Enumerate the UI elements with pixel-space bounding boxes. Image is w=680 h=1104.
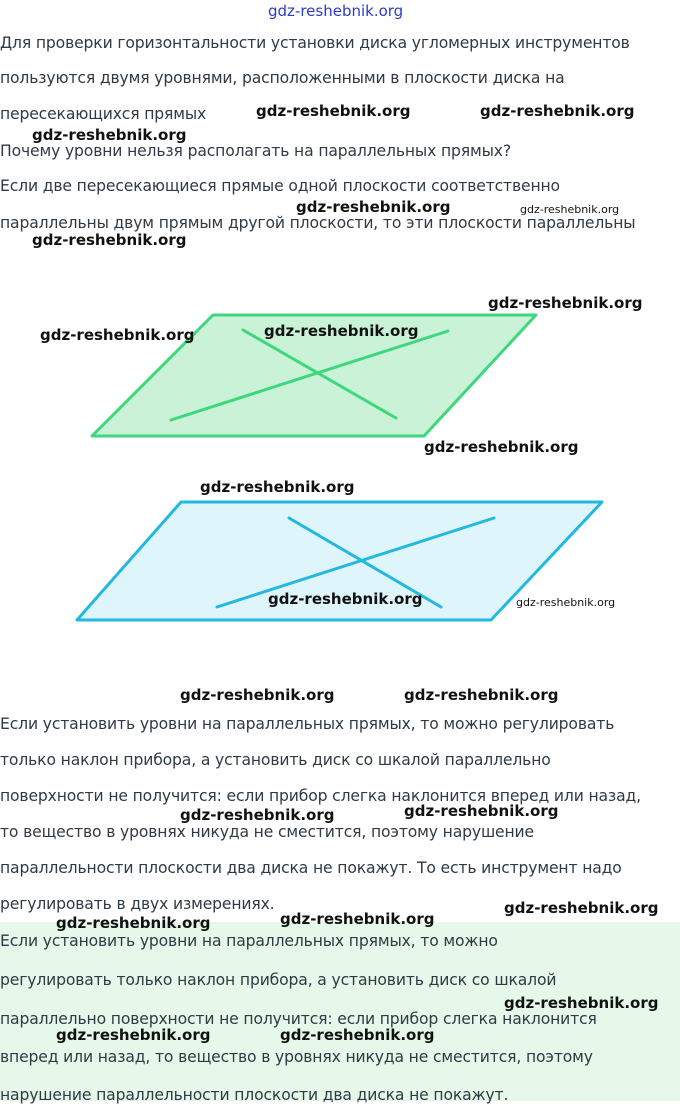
header-watermark: gdz-reshebnik.org: [268, 2, 404, 20]
watermark: gdz-reshebnik.org: [56, 914, 211, 932]
answer-line: нарушение параллельности плоскости два диска не покажут.: [0, 1086, 509, 1104]
task-line: Для проверки горизонтальности установки диска угломерных инструментов: [0, 34, 630, 52]
explanation-line: параллельности плоскости два диска не покажут. То есть инструмент надо: [0, 859, 622, 877]
watermark: gdz-reshebnik.org: [256, 102, 411, 120]
watermark: gdz-reshebnik.org: [404, 802, 559, 820]
watermark: gdz-reshebnik.org: [280, 1026, 435, 1044]
task-hint-line: Если две пересекающиеся прямые одной плоскости соответственно: [0, 177, 560, 195]
watermark: gdz-reshebnik.org: [180, 686, 335, 704]
watermark: gdz-reshebnik.org: [480, 102, 635, 120]
watermark: gdz-reshebnik.org: [268, 590, 423, 608]
watermark: gdz-reshebnik.org: [40, 326, 195, 344]
task-line: пересекающихся прямых: [0, 105, 207, 123]
watermark: gdz-reshebnik.org: [280, 910, 435, 928]
answer-line: вперед или назад, то вещество в уровнях никуда не сместится, поэтому: [0, 1048, 593, 1066]
answer-line: параллельно поверхности не получится: если прибор слегка наклонится: [0, 1010, 597, 1028]
explanation-line: Если установить уровни на параллельных прямых, то можно регулировать: [0, 715, 615, 733]
watermark: gdz-reshebnik.org: [32, 126, 187, 144]
answer-line: Если установить уровни на параллельных прямых, то можно: [0, 932, 498, 950]
explanation-line: то вещество в уровнях никуда не сместится, поэтому нарушение: [0, 823, 534, 841]
explanation-line: поверхности не получится: если прибор слегка наклонится вперед или назад,: [0, 787, 641, 805]
explanation-line: только наклон прибора, а установить диск со шкалой параллельно: [0, 751, 551, 769]
task-hint-line: параллельны двум прямым другой плоскости, то эти плоскости параллельны: [0, 214, 636, 232]
watermark: gdz-reshebnik.org: [296, 198, 451, 216]
watermark: gdz-reshebnik.org: [200, 478, 355, 496]
watermark: gdz-reshebnik.org: [504, 899, 659, 917]
task-line: пользуются двумя уровнями, расположенными в плоскости диска на: [0, 69, 565, 87]
watermark: gdz-reshebnik.org: [516, 596, 616, 609]
watermark: gdz-reshebnik.org: [56, 1026, 211, 1044]
watermark: gdz-reshebnik.org: [32, 231, 187, 249]
watermark: gdz-reshebnik.org: [520, 203, 620, 216]
watermark: gdz-reshebnik.org: [264, 322, 419, 340]
watermark: gdz-reshebnik.org: [504, 994, 659, 1012]
answer-line: регулировать только наклон прибора, а установить диск со шкалой: [0, 971, 557, 989]
explanation-line: регулировать в двух измерениях.: [0, 895, 275, 913]
watermark: gdz-reshebnik.org: [488, 294, 643, 312]
watermark: gdz-reshebnik.org: [404, 686, 559, 704]
watermark: gdz-reshebnik.org: [424, 438, 579, 456]
watermark: gdz-reshebnik.org: [180, 806, 335, 824]
task-question: Почему уровни нельзя располагать на параллельных прямых?: [0, 142, 511, 160]
